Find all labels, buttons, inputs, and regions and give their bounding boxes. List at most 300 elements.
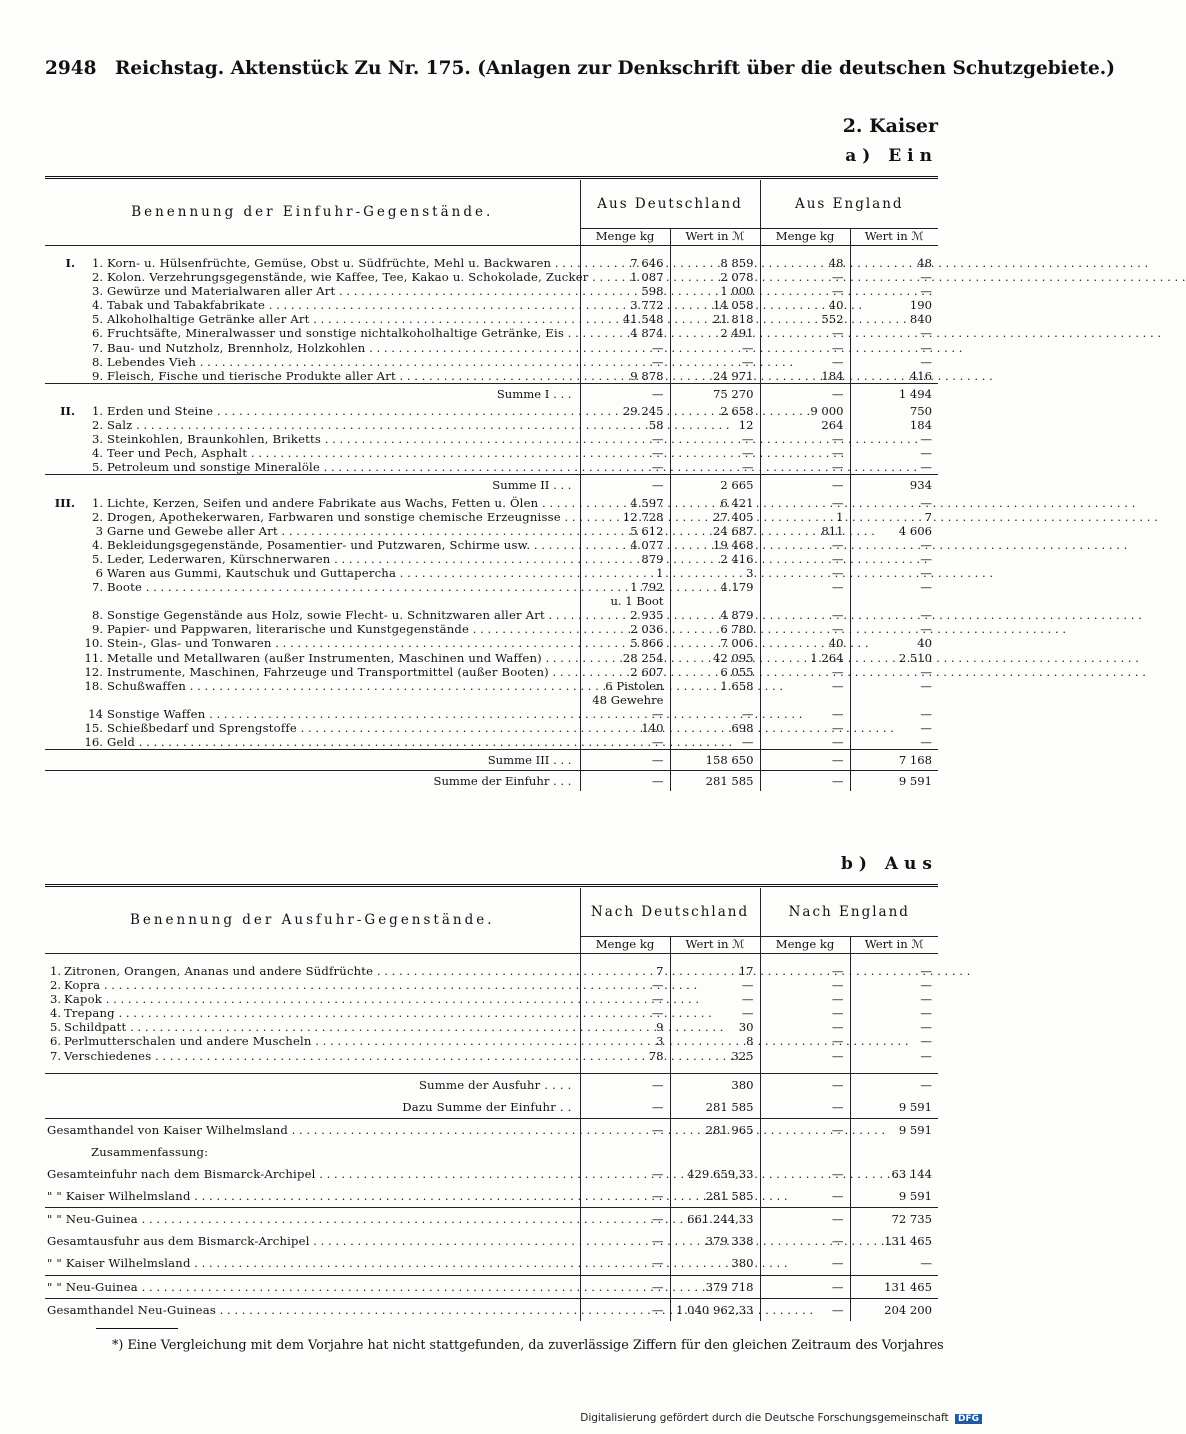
leader-dots [138, 1212, 735, 1226]
row-label: Instrumente, Maschinen, Fahrzeuge und Transportmittel (außer Booten) [107, 664, 549, 679]
row-menge-de: 2 036 [580, 622, 670, 636]
table-row [45, 636, 938, 650]
import-col-wert-de: Wert in ℳ [670, 229, 760, 246]
row-description [45, 355, 580, 369]
import-table-top-rule [45, 176, 938, 179]
row-index: 6. [91, 326, 103, 341]
summary-de-menge: — [580, 1096, 670, 1119]
leader-dots [186, 679, 783, 693]
leader-dots [365, 341, 962, 355]
row-wert-de: 2 658 [670, 404, 760, 418]
row-menge-de: 1 [580, 566, 670, 580]
row-index: 2. [91, 418, 103, 433]
row-menge-de: u. 1 Boot [580, 594, 670, 608]
summary-label: " " Neu-Guinea [47, 1212, 138, 1227]
row-menge-en: — [760, 622, 850, 636]
row-index: 7. [49, 1048, 61, 1063]
subtotal-label: Summe I . . . [45, 383, 580, 404]
table-row [45, 964, 938, 978]
row-menge-de: 4 597 [580, 496, 670, 510]
row-wert-en: — [850, 622, 938, 636]
spacer-row [45, 954, 938, 965]
part-a-title: a) Ein [845, 146, 938, 166]
row-wert-de: 14 058 [670, 298, 760, 312]
table-row [45, 721, 938, 735]
row-index: 2. [49, 978, 61, 993]
leader-dots [132, 418, 729, 432]
leader-dots [321, 432, 918, 446]
row-label: Petroleum und sonstige Mineralöle [107, 460, 320, 475]
row-menge-en: — [760, 679, 850, 693]
leader-dots [247, 446, 844, 460]
row-description [45, 992, 580, 1006]
summary-row [45, 1118, 938, 1141]
import-total-row [45, 771, 938, 792]
table-row [45, 1034, 938, 1048]
summary-en-menge: — [760, 1275, 850, 1298]
summary-de-menge [580, 1141, 670, 1163]
import-col-menge-en: Menge kg [760, 229, 850, 246]
row-wert-en: — [850, 679, 938, 693]
leader-dots [589, 270, 1186, 284]
row-wert-de: 3 [670, 566, 760, 580]
table-row [45, 1006, 938, 1020]
row-menge-de: — [580, 992, 670, 1006]
row-wert-en: — [850, 496, 938, 510]
row-label: Metalle und Metallwaren (außer Instrumenten, Maschinen und Waffen) [107, 650, 542, 665]
subtotal-menge-de: — [580, 750, 670, 771]
row-menge-en: — [760, 665, 850, 679]
row-wert-de: 8 [670, 1034, 760, 1048]
row-wert-de: 24 687 [670, 524, 760, 538]
summary-de-menge: — [580, 1275, 670, 1298]
summary-label: Gesamthandel Neu-Guineas [47, 1302, 216, 1317]
summary-en-menge: — [760, 1208, 850, 1231]
row-menge-en: — [760, 608, 850, 622]
row-description [45, 341, 580, 355]
row-wert-de: 19 468 [670, 538, 760, 552]
export-group-germany: Nach Deutschland [580, 888, 760, 937]
row-description [45, 510, 580, 524]
row-menge-en: 552 [760, 312, 850, 326]
table-row [45, 992, 938, 1006]
row-label: Sonstige Gegenstände aus Holz, sowie Flecht- u. Schnitzwaren aller Art [107, 608, 545, 623]
leader-dots [297, 721, 894, 735]
row-menge-de: — [580, 355, 670, 369]
row-roman-numeral: III. [54, 495, 75, 510]
row-wert-en: 48 [850, 256, 938, 270]
row-wert-en: 7 [850, 510, 938, 524]
row-index: 16. [84, 735, 103, 750]
row-menge-de: 7 [580, 964, 670, 978]
row-index: 7. [91, 340, 103, 355]
row-wert-de: 27 405 [670, 510, 760, 524]
spacer-row [45, 1063, 938, 1074]
row-wert-de: — [670, 978, 760, 992]
row-index: 4. [49, 1006, 61, 1021]
row-index: 6. [49, 1034, 61, 1049]
summary-row [45, 1252, 938, 1275]
table-row [45, 594, 938, 608]
row-wert-de: 325 [670, 1049, 760, 1063]
row-label: Fleisch, Fische und tierische Produkte aller Art [107, 368, 396, 383]
leader-dots [320, 460, 917, 474]
row-label: Korn- u. Hülsenfrüchte, Gemüse, Obst u. Südfrüchte, Mehl u. Backwaren [107, 256, 552, 270]
subtotal-menge-de: — [580, 383, 670, 404]
row-label: Stein-, Glas- und Tonwaren [107, 636, 272, 651]
row-index: 11. [84, 650, 103, 665]
row-wert-en: — [850, 270, 938, 284]
summary-de-wert: 380 [670, 1073, 760, 1096]
row-menge-en: 264 [760, 418, 850, 432]
row-wert-en [850, 594, 938, 608]
row-index: 1. [91, 256, 103, 270]
summary-row [45, 1141, 938, 1163]
row-wert-en: — [850, 460, 938, 475]
row-menge-en: 40 [760, 636, 850, 650]
summary-label-cell [45, 1073, 580, 1096]
row-wert-de [670, 693, 760, 707]
row-description [45, 594, 580, 608]
row-menge-en: — [760, 538, 850, 552]
row-menge-en: — [760, 1049, 850, 1063]
row-description [45, 665, 580, 679]
row-label: Lichte, Kerzen, Seifen und andere Fabrikate aus Wachs, Fetten u. Ölen [107, 495, 539, 510]
leader-dots [396, 369, 993, 383]
export-col-wert-en: Wert in ℳ [850, 937, 938, 954]
dfg-credit-text: Digitalisierung gefördert durch die Deutsche Forschungsgemeinschaft [580, 1412, 949, 1424]
row-menge-de: 7 646 [580, 256, 670, 270]
table-row [45, 735, 938, 750]
leader-dots [205, 707, 802, 721]
row-description [45, 608, 580, 622]
row-menge-en: — [760, 341, 850, 355]
row-description [45, 404, 580, 418]
row-index: 1. [91, 403, 103, 418]
row-wert-de: — [670, 341, 760, 355]
row-description [45, 270, 589, 285]
row-menge-de: 1 087 [580, 270, 670, 284]
export-table-top-rule [45, 884, 938, 887]
row-menge-en: 811 [760, 524, 850, 538]
row-wert-en: 4 606 [850, 524, 938, 538]
row-menge-de: — [580, 460, 670, 475]
row-index: 7. [91, 580, 103, 595]
spacer-cell [760, 954, 850, 965]
dfg-credit [580, 1412, 982, 1424]
row-menge-de: 4 874 [580, 326, 670, 340]
spacer-cell [850, 1063, 938, 1074]
row-description [45, 978, 580, 992]
table-row [45, 256, 938, 270]
row-wert-de: 6 055 [670, 665, 760, 679]
subtotal-label: Summe II . . . [45, 475, 580, 496]
table-row [45, 538, 938, 552]
header-text: Reichstag. Aktenstück Zu Nr. 175. (Anlagen zur Denkschrift über die deutschen Schutzgebiete.) [114, 58, 1115, 79]
row-index: 2. [91, 509, 103, 524]
row-description [45, 622, 580, 636]
row-menge-en: 48 [760, 256, 850, 270]
row-wert-en: — [850, 1034, 938, 1048]
summary-en-wert: 131 465 [850, 1275, 938, 1298]
row-description [45, 1020, 580, 1034]
table-row [45, 460, 938, 475]
import-table [45, 180, 938, 791]
row-menge-en: 184 [760, 369, 850, 384]
summary-label: Dazu Summe der Einfuhr . . [402, 1099, 572, 1114]
row-index: 1. [91, 495, 103, 510]
row-index: 3. [91, 432, 103, 447]
table-row [45, 341, 938, 355]
table-row [45, 369, 938, 384]
import-total-wert-en: 9 591 [850, 771, 938, 792]
row-wert-de: — [670, 735, 760, 750]
row-menge-de: 12 728 [580, 510, 670, 524]
summary-de-wert: 661 244,33 [670, 1208, 760, 1231]
leader-dots [469, 622, 1066, 636]
summary-label: Zusammenfassung: [91, 1144, 209, 1159]
row-menge-de: 140 [580, 721, 670, 735]
summary-en-menge: — [760, 1252, 850, 1275]
row-index: 14 [88, 706, 103, 721]
row-menge-de: 29 245 [580, 404, 670, 418]
spacer-row [45, 246, 938, 257]
row-menge-en: — [760, 1020, 850, 1034]
table-row [45, 404, 938, 418]
import-total-label: Summe der Einfuhr . . . [45, 771, 580, 792]
summary-en-wert: 9 591 [850, 1118, 938, 1141]
spacer-cell [850, 954, 938, 965]
row-description [45, 707, 580, 721]
summary-de-wert: 281 585 [670, 1096, 760, 1119]
summary-label-cell [45, 1141, 580, 1163]
row-wert-en: 750 [850, 404, 938, 418]
row-index: 4. [91, 537, 103, 552]
row-label: Bau- und Nutzholz, Brennholz, Holzkohlen [107, 340, 366, 355]
row-wert-de: 4 179 [670, 580, 760, 594]
spacer-cell [45, 954, 580, 965]
row-wert-en: — [850, 707, 938, 721]
row-menge-de: 5 866 [580, 636, 670, 650]
row-menge-en: 1 [760, 510, 850, 524]
row-wert-de: — [670, 992, 760, 1006]
row-menge-en: — [760, 446, 850, 460]
subtotal-label: Summe III . . . [45, 750, 580, 771]
row-menge-en: — [760, 978, 850, 992]
row-wert-de: 2 491 [670, 326, 760, 340]
row-roman-numeral: I. [65, 256, 75, 270]
row-menge-de: — [580, 707, 670, 721]
row-wert-en: 40 [850, 636, 938, 650]
summary-en-menge: — [760, 1185, 850, 1208]
leader-dots [530, 538, 1127, 552]
row-menge-en: — [760, 566, 850, 580]
row-wert-en: — [850, 964, 938, 978]
subtotal-row [45, 475, 938, 496]
table-row [45, 432, 938, 446]
page-number: 2948 [45, 58, 97, 79]
row-wert-de: 2 416 [670, 552, 760, 566]
row-label: Sonstige Waffen [107, 706, 206, 721]
row-menge-en: — [760, 1034, 850, 1048]
spacer-cell [760, 1063, 850, 1074]
row-menge-de: 3 772 [580, 298, 670, 312]
row-label: Schußwaffen [107, 678, 187, 693]
summary-de-menge: — [580, 1208, 670, 1231]
row-wert-de: — [670, 707, 760, 721]
summary-label: Gesamthandel von Kaiser Wilhelmsland [47, 1122, 288, 1137]
summary-en-wert: 72 735 [850, 1208, 938, 1231]
spacer-cell [850, 246, 938, 257]
row-description [45, 580, 580, 594]
row-menge-en: — [760, 707, 850, 721]
row-description [45, 566, 580, 580]
row-wert-en: — [850, 538, 938, 552]
row-label: Teer und Pech, Asphalt [107, 446, 248, 461]
row-menge-en: 40 [760, 298, 850, 312]
row-menge-en: — [760, 964, 850, 978]
leader-dots [135, 735, 732, 749]
summary-label: Summe der Ausfuhr . . . . [419, 1077, 572, 1092]
table-row [45, 580, 938, 594]
table-row [45, 1049, 938, 1063]
summary-de-menge: — [580, 1118, 670, 1141]
row-index: 5. [91, 551, 103, 566]
row-wert-de: 8 859 [670, 256, 760, 270]
summary-en-wert [850, 1141, 938, 1163]
row-wert-de: 1 000 [670, 284, 760, 298]
row-menge-en: — [760, 326, 850, 340]
row-wert-de: 7 006 [670, 636, 760, 650]
row-label: Drogen, Apothekerwaren, Farbwaren und sonstige chemische Erzeugnisse [107, 509, 561, 524]
row-menge-de: 48 Gewehre [580, 693, 670, 707]
row-menge-en: — [760, 432, 850, 446]
summary-de-wert [670, 1141, 760, 1163]
row-wert-de: 698 [670, 721, 760, 735]
row-wert-de: 2 078 [670, 270, 760, 284]
row-wert-en [850, 693, 938, 707]
row-description [45, 256, 580, 270]
dfg-logo: DFG [955, 1414, 982, 1424]
row-wert-de: 4 879 [670, 608, 760, 622]
row-index: 8. [91, 608, 103, 623]
row-menge-de: 9 [580, 1020, 670, 1034]
summary-de-wert: 380 [670, 1252, 760, 1275]
table-row [45, 978, 938, 992]
row-wert-en: — [850, 608, 938, 622]
leader-dots [191, 1256, 788, 1270]
leader-dots [278, 524, 875, 538]
row-label: Lebendes Vieh [107, 354, 197, 369]
row-menge-en: — [760, 552, 850, 566]
row-label: Perlmutterschalen und andere Muscheln [64, 1034, 312, 1049]
row-description [45, 524, 580, 538]
row-menge-de: 9 878 [580, 369, 670, 384]
import-group-germany: Aus Deutschland [580, 180, 760, 229]
row-label: Kolon. Verzehrungsgegenstände, wie Kaffee, Tee, Kakao u. Schokolade, Zucker [107, 270, 589, 285]
row-menge-de: 58 [580, 418, 670, 432]
row-description [45, 312, 580, 326]
row-index: 5. [49, 1020, 61, 1035]
row-menge-de: — [580, 446, 670, 460]
leader-dots [288, 1123, 885, 1137]
export-col-menge-de: Menge kg [580, 937, 670, 954]
row-wert-de: — [670, 1006, 760, 1020]
row-index: 3. [91, 284, 103, 299]
table-row [45, 665, 938, 679]
leader-dots [265, 298, 862, 312]
subtotal-wert-en: 934 [850, 475, 938, 496]
summary-de-menge: — [580, 1230, 670, 1252]
row-wert-en: — [850, 665, 938, 679]
table-row [45, 326, 938, 340]
subtotal-wert-en: 1 494 [850, 383, 938, 404]
import-total-menge-en: — [760, 771, 850, 792]
summary-en-wert: 131 465 [850, 1230, 938, 1252]
row-wert-de: 21 818 [670, 312, 760, 326]
spacer-cell [580, 954, 670, 965]
row-label: Kopra [64, 978, 101, 993]
row-menge-en: — [760, 580, 850, 594]
row-wert-de: 6 421 [670, 496, 760, 510]
summary-row [45, 1185, 938, 1208]
row-label: Fruchtsäfte, Mineralwasser und sonstige nichtalkoholhaltige Getränke, Eis [107, 326, 565, 341]
table-row [45, 651, 938, 665]
export-group-england: Nach England [760, 888, 938, 937]
summary-label: " " Neu-Guinea [47, 1279, 138, 1294]
row-wert-de: 6 780 [670, 622, 760, 636]
row-index: 1. [49, 964, 61, 978]
summary-de-wert: 379 718 [670, 1275, 760, 1298]
row-label: Steinkohlen, Braunkohlen, Briketts [107, 432, 322, 447]
row-label: Alkoholhaltige Getränke aller Art [107, 312, 310, 327]
row-description [45, 432, 580, 446]
row-menge-en: — [760, 735, 850, 750]
table-row [45, 608, 938, 622]
table-row [45, 312, 938, 326]
row-wert-en: — [850, 566, 938, 580]
row-menge-de: — [580, 978, 670, 992]
row-label: Papier- und Pappwaren, literarische und Kunstgegenstände [107, 622, 470, 637]
row-description [45, 298, 580, 312]
table-row [45, 496, 938, 510]
row-wert-de: 24 971 [670, 369, 760, 384]
row-wert-en: 2 510 [850, 651, 938, 665]
spacer-cell [580, 1063, 670, 1074]
row-wert-de: 12 [670, 418, 760, 432]
page-header [45, 58, 1115, 79]
row-wert-en: — [850, 552, 938, 566]
row-index: 3 [95, 523, 103, 538]
table-row [45, 552, 938, 566]
row-menge-de: 78 [580, 1049, 670, 1063]
leader-dots [138, 1280, 735, 1294]
subtotal-row [45, 383, 938, 404]
export-table [45, 888, 938, 1321]
leader-dots [100, 978, 697, 992]
row-label: Gewürze und Materialwaren aller Art [107, 284, 336, 299]
subtotal-wert-en: 7 168 [850, 750, 938, 771]
row-wert-en: — [850, 326, 938, 340]
row-label: Salz [107, 418, 133, 433]
row-wert-en: 840 [850, 312, 938, 326]
summary-en-menge [760, 1141, 850, 1163]
import-table-body [45, 246, 938, 792]
table-row [45, 355, 938, 369]
spacer-cell [670, 1063, 760, 1074]
row-menge-de: — [580, 341, 670, 355]
row-menge-de: 4 077 [580, 538, 670, 552]
